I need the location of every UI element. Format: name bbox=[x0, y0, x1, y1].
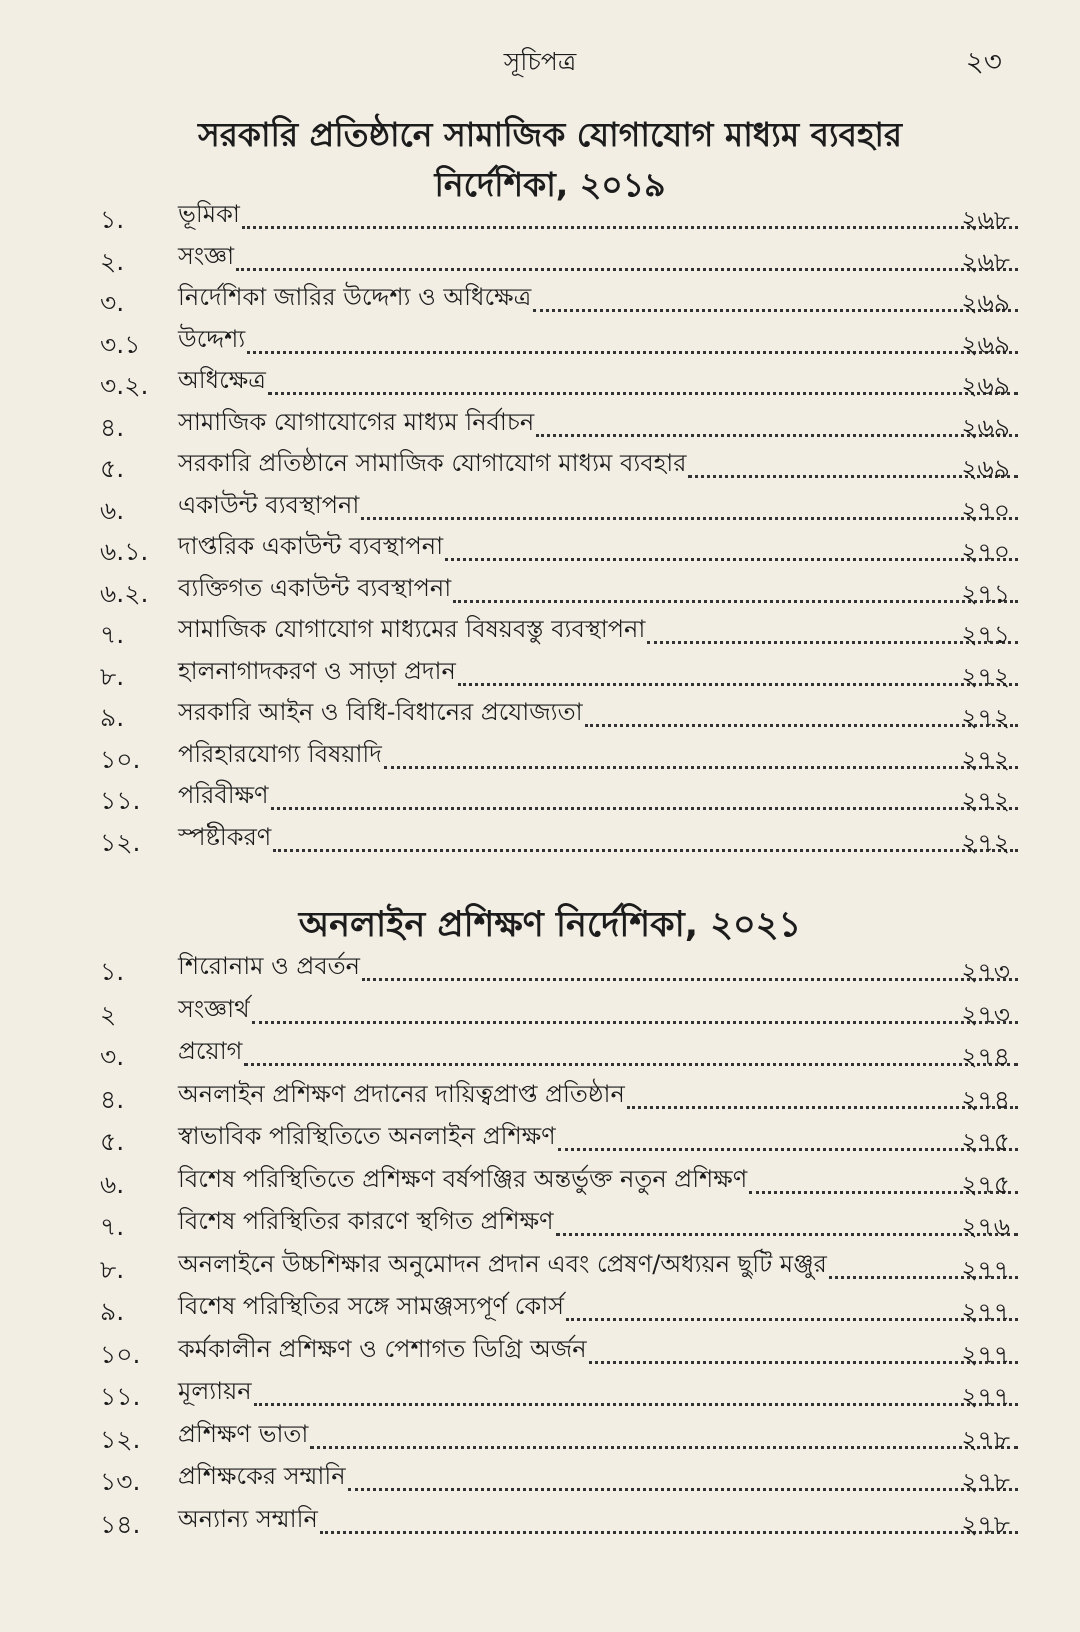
toc-entry-label: সংজ্ঞার্থ bbox=[178, 994, 250, 1023]
section-title-line: নির্দেশিকা, ২০১৯ bbox=[434, 165, 666, 204]
dot-leader bbox=[320, 1531, 1018, 1534]
section-title-online-training bbox=[100, 900, 1000, 950]
dot-leader bbox=[361, 517, 1018, 520]
toc-entry-label: অনলাইন প্রশিক্ষণ প্রদানের দায়িত্বপ্রাপ্ত প্রতিষ্ঠান bbox=[178, 1079, 625, 1108]
toc-entry-label: হালনাগাদকরণ ও সাড়া প্রদান bbox=[178, 656, 456, 685]
toc-entry bbox=[178, 995, 1018, 1031]
toc-entry-page: ২৭৪ bbox=[961, 1042, 1010, 1071]
toc-entry bbox=[178, 532, 1018, 568]
toc-entry-page: ২৭২ bbox=[961, 703, 1010, 732]
toc-entry-label: একাউন্ট ব্যবস্থাপনা bbox=[178, 490, 360, 519]
toc-entry-page: ২৭৮ bbox=[961, 1467, 1010, 1496]
toc-entry-label: সরকারি প্রতিষ্ঠানে সামাজিক যোগাযোগ মাধ্যম ব্যবহার bbox=[178, 449, 687, 477]
running-title: সূচিপত্র bbox=[503, 47, 577, 76]
toc-entry bbox=[178, 657, 1018, 693]
toc-entry-label: মূল্যায়ন bbox=[178, 1377, 252, 1405]
toc-entry-label: শিরোনাম ও প্রবর্তন bbox=[178, 952, 361, 980]
toc-entry bbox=[178, 1420, 1018, 1456]
toc-entry bbox=[178, 491, 1018, 527]
toc-entry-label: উদ্দেশ্য bbox=[178, 324, 246, 353]
toc-row bbox=[100, 657, 1010, 697]
toc-row bbox=[100, 325, 1010, 365]
toc-entry-page: ২৭২ bbox=[961, 786, 1010, 815]
dot-leader bbox=[236, 268, 1018, 271]
toc-entry bbox=[178, 698, 1018, 734]
dot-leader bbox=[273, 849, 1018, 852]
toc-row bbox=[100, 449, 1010, 489]
toc-entry bbox=[178, 1080, 1018, 1116]
toc-entry-number: ৮. bbox=[100, 661, 125, 691]
toc-entry-number: ১৪. bbox=[100, 1509, 141, 1539]
toc-entry bbox=[178, 740, 1018, 776]
toc-entry-number: ৬. bbox=[100, 1169, 125, 1199]
toc-row bbox=[100, 283, 1010, 323]
toc-entry bbox=[178, 615, 1018, 651]
toc-entry-label: প্রয়োগ bbox=[178, 1037, 243, 1065]
toc-row bbox=[100, 781, 1010, 821]
toc-row bbox=[100, 1207, 1010, 1247]
toc-entry-label: অনলাইনে উচ্চশিক্ষার অনুমোদন প্রদান এবং প্রেষণ/অধ্যয়ন ছুটি মঞ্জুর bbox=[178, 1249, 827, 1278]
dot-leader bbox=[384, 766, 1018, 769]
toc-entry bbox=[178, 952, 1018, 988]
toc-entry-number: ২ bbox=[100, 999, 117, 1029]
toc-row bbox=[100, 698, 1010, 738]
page-number: ২৩ bbox=[965, 45, 1002, 78]
toc-row bbox=[100, 491, 1010, 531]
toc-entry bbox=[178, 449, 1018, 485]
toc-row bbox=[100, 995, 1010, 1035]
toc-entry-number: ১০. bbox=[100, 1339, 141, 1369]
toc-entry-label: পরিবীক্ষণ bbox=[178, 781, 269, 809]
toc-row bbox=[100, 532, 1010, 572]
toc-entry-number: ১. bbox=[100, 957, 125, 986]
toc-entry bbox=[178, 1122, 1018, 1158]
toc-entry-page: ২৭৮ bbox=[961, 1509, 1010, 1539]
toc-entry-label: পরিহারযোগ্য বিষয়াদি bbox=[178, 739, 382, 768]
toc-entry-page: ২৭৪ bbox=[961, 1084, 1010, 1114]
toc-row bbox=[100, 574, 1010, 614]
toc-entry bbox=[178, 366, 1018, 402]
toc-entry-number: ১২. bbox=[100, 1424, 141, 1454]
toc-entry-number: ৯. bbox=[100, 1297, 125, 1326]
toc-row bbox=[100, 1037, 1010, 1077]
toc-entry-number: ১. bbox=[100, 205, 125, 234]
toc-entry-number: ৪. bbox=[100, 1084, 125, 1114]
toc-entry-label: বিশেষ পরিস্থিতিতে প্রশিক্ষণ বর্ষপঞ্জির অন্তর্ভুক্ত নতুন প্রশিক্ষণ bbox=[178, 1164, 748, 1193]
section-title-social-media bbox=[100, 110, 1000, 210]
toc-entry-number: ১১. bbox=[100, 786, 141, 815]
toc-entry-number: ৪. bbox=[100, 412, 125, 442]
toc-entry-label: স্পষ্টীকরণ bbox=[178, 822, 272, 851]
toc-entry-page: ২৭০ bbox=[961, 537, 1010, 566]
toc-row bbox=[100, 1080, 1010, 1120]
toc-entry-page: ২৭৭ bbox=[961, 1382, 1010, 1411]
dot-leader bbox=[310, 1446, 1018, 1449]
toc-entry-label: স্বাভাবিক পরিস্থিতিতে অনলাইন প্রশিক্ষণ bbox=[178, 1122, 556, 1150]
toc-entry bbox=[178, 1462, 1018, 1498]
toc-entry-number: ৩.১ bbox=[100, 329, 141, 359]
toc-row bbox=[100, 242, 1010, 282]
toc-entry-number: ৭. bbox=[100, 1212, 125, 1241]
toc-row bbox=[100, 1420, 1010, 1460]
toc-entry-page: ২৭৭ bbox=[961, 1254, 1010, 1284]
dot-leader bbox=[271, 807, 1018, 810]
toc-entry-label: অন্যান্য সম্মানি bbox=[178, 1504, 318, 1533]
toc-entry bbox=[178, 408, 1018, 444]
toc-entry-page: ২৬৮ bbox=[961, 246, 1010, 276]
toc-row bbox=[100, 1250, 1010, 1290]
section-title-line: সরকারি প্রতিষ্ঠানে সামাজিক যোগাযোগ মাধ্যম ব্যবহার bbox=[197, 115, 903, 154]
toc-entry-page: ২৬৯ bbox=[961, 371, 1010, 400]
toc-entry-label: সামাজিক যোগাযোগ মাধ্যমের বিষয়বস্তু ব্যবস্থাপনা bbox=[178, 615, 646, 643]
dot-leader bbox=[244, 1063, 1018, 1066]
toc-entry bbox=[178, 325, 1018, 361]
toc-entry-page: ২৭৬ bbox=[961, 1212, 1010, 1241]
toc-row bbox=[100, 1165, 1010, 1205]
toc-entry-page: ২৬৯ bbox=[961, 329, 1010, 359]
toc-entry-page: ২৭৮ bbox=[961, 1424, 1010, 1454]
toc-entry-label: ব্যক্তিগত একাউন্ট ব্যবস্থাপনা bbox=[178, 573, 452, 602]
toc-entry-number: ১১. bbox=[100, 1382, 141, 1411]
dot-leader bbox=[252, 1021, 1018, 1024]
toc-entry-page: ২৭২ bbox=[961, 661, 1010, 691]
toc-entry bbox=[178, 1292, 1018, 1328]
toc-row bbox=[100, 615, 1010, 655]
toc-entry-page: ২৬৯ bbox=[961, 454, 1010, 483]
toc-row bbox=[100, 1505, 1010, 1545]
toc-entry-page: ২৭২ bbox=[961, 744, 1010, 774]
toc-entry bbox=[178, 1335, 1018, 1371]
toc-entry bbox=[178, 781, 1018, 817]
toc-entry-page: ২৭৩ bbox=[961, 999, 1010, 1029]
toc-entry-page: ২৭৫ bbox=[961, 1169, 1010, 1199]
toc-entry-label: দাপ্তরিক একাউন্ট ব্যবস্থাপনা bbox=[178, 532, 444, 560]
toc-row bbox=[100, 740, 1010, 780]
toc-entry-number: ৫. bbox=[100, 454, 125, 483]
toc-entry-number: ৬.২. bbox=[100, 578, 149, 608]
toc-entry-page: ২৭৩ bbox=[961, 957, 1010, 986]
toc-row bbox=[100, 1122, 1010, 1162]
toc-entry-number: ১২. bbox=[100, 827, 141, 857]
toc-entry-page: ২৭৫ bbox=[961, 1127, 1010, 1156]
toc-row bbox=[100, 952, 1010, 992]
toc-entry-number: ৬. bbox=[100, 495, 125, 525]
toc-entry bbox=[178, 242, 1018, 278]
toc-entry-number: ৩. bbox=[100, 1042, 125, 1071]
toc-entry-page: ২৬৯ bbox=[961, 288, 1010, 317]
toc-entry-label: সংজ্ঞা bbox=[178, 241, 235, 270]
toc-entry-number: ৬.১. bbox=[100, 537, 149, 566]
dot-leader bbox=[362, 978, 1018, 981]
toc-entry-label: বিশেষ পরিস্থিতির কারণে স্থগিত প্রশিক্ষণ bbox=[178, 1207, 554, 1235]
dot-leader bbox=[348, 1488, 1018, 1491]
toc-entry-label: প্রশিক্ষকের সম্মানি bbox=[178, 1462, 346, 1490]
toc-entry-number: ১৩. bbox=[100, 1467, 141, 1496]
toc-entry-label: প্রশিক্ষণ ভাতা bbox=[178, 1419, 309, 1448]
toc-entry-label: কর্মকালীন প্রশিক্ষণ ও পেশাগত ডিগ্রি অর্জন bbox=[178, 1334, 587, 1363]
toc-entry-label: সামাজিক যোগাযোগের মাধ্যম নির্বাচন bbox=[178, 407, 535, 436]
toc-entry bbox=[178, 1505, 1018, 1541]
toc-entry bbox=[178, 283, 1018, 319]
toc-entry bbox=[178, 574, 1018, 610]
toc-entry-label: নির্দেশিকা জারির উদ্দেশ্য ও অধিক্ষেত্র bbox=[178, 283, 532, 311]
toc-entry bbox=[178, 1207, 1018, 1243]
toc-entry-number: ২. bbox=[100, 246, 125, 276]
toc-entry-page: ২৭৭ bbox=[961, 1339, 1010, 1369]
toc-entry bbox=[178, 823, 1018, 859]
toc-row bbox=[100, 366, 1010, 406]
toc-entry-number: ১০. bbox=[100, 744, 141, 774]
toc-entry-number: ৩.২. bbox=[100, 371, 149, 400]
toc-row bbox=[100, 823, 1010, 863]
toc-entry-number: ৮. bbox=[100, 1254, 125, 1284]
toc-row bbox=[100, 1462, 1010, 1502]
toc-row bbox=[100, 1292, 1010, 1332]
toc-row bbox=[100, 200, 1010, 240]
toc-entry-label: সরকারি আইন ও বিধি-বিধানের প্রযোজ্যতা bbox=[178, 698, 583, 726]
toc-entry-number: ৭. bbox=[100, 620, 125, 649]
toc-row bbox=[100, 408, 1010, 448]
dot-leader bbox=[268, 392, 1018, 395]
toc-row bbox=[100, 1377, 1010, 1417]
toc-entry-page: ২৭১ bbox=[961, 578, 1010, 608]
toc-entry-page: ২৭৭ bbox=[961, 1297, 1010, 1326]
toc-entry-page: ২৭১ bbox=[961, 620, 1010, 649]
dot-leader bbox=[247, 351, 1018, 354]
toc-entry-label: ভূমিকা bbox=[178, 200, 240, 228]
toc-entry-label: অধিক্ষেত্র bbox=[178, 366, 266, 394]
toc-row bbox=[100, 1335, 1010, 1375]
dot-leader bbox=[254, 1403, 1018, 1406]
toc-entry bbox=[178, 1377, 1018, 1413]
toc-entry-page: ২৭২ bbox=[961, 827, 1010, 857]
toc-entry bbox=[178, 1165, 1018, 1201]
dot-leader bbox=[242, 226, 1018, 229]
toc-entry-number: ৯. bbox=[100, 703, 125, 732]
toc-entry-page: ২৬৯ bbox=[961, 412, 1010, 442]
toc-entry-page: ২৭০ bbox=[961, 495, 1010, 525]
toc-entry-number: ৩. bbox=[100, 288, 125, 317]
toc-entry-label: বিশেষ পরিস্থিতির সঙ্গে সামঞ্জস্যপূর্ণ কোর্স bbox=[178, 1292, 565, 1320]
toc-entry-number: ৫. bbox=[100, 1127, 125, 1156]
toc-entry bbox=[178, 200, 1018, 236]
toc-entry bbox=[178, 1250, 1018, 1286]
toc-entry bbox=[178, 1037, 1018, 1073]
toc-entry-page: ২৬৮ bbox=[961, 205, 1010, 234]
section-title-line: অনলাইন প্রশিক্ষণ নির্দেশিকা, ২০২১ bbox=[298, 905, 802, 945]
